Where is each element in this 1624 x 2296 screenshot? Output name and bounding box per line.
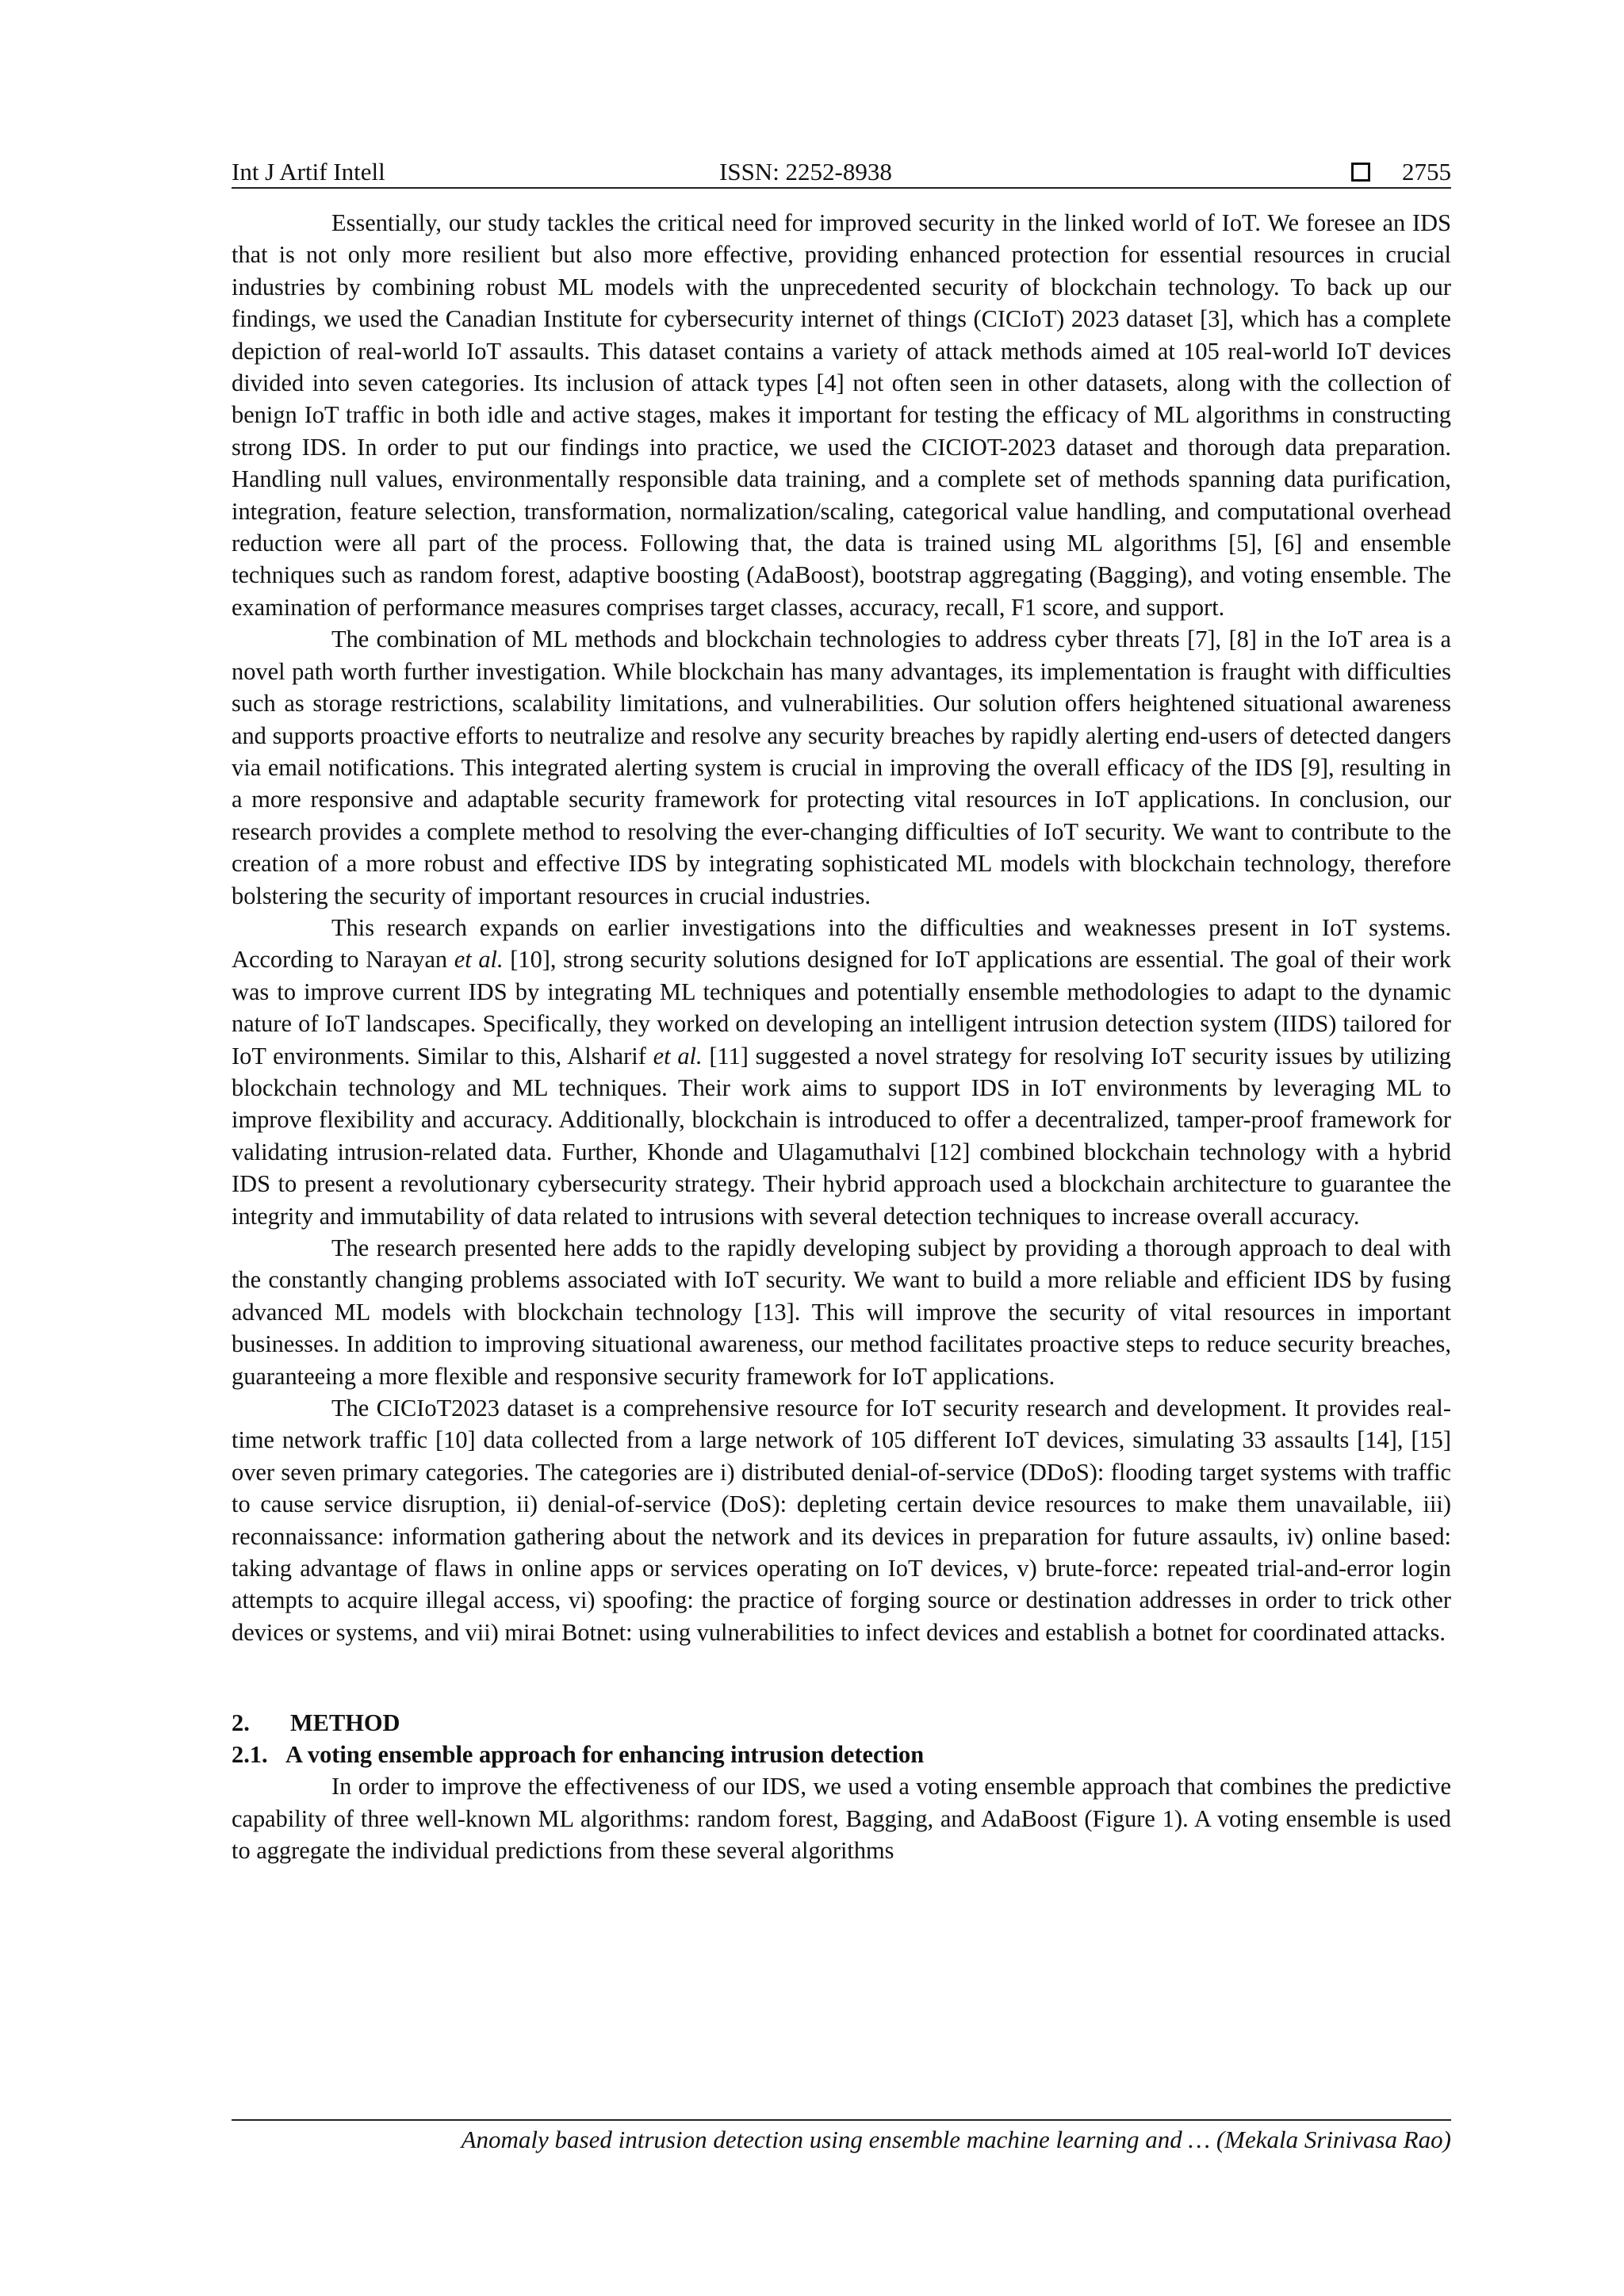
subsection-heading bbox=[232, 1739, 1451, 1770]
running-footer bbox=[232, 2119, 1451, 2154]
et-al-italic: et al. bbox=[653, 1042, 703, 1070]
paragraph-3-part-c: [10], strong security solutions designed for IoT applications are essential. The goal of their work was to improve current IDS by integrating ML techniques and potentially ensemble methodologies to adapt to the dynamic nature of IoT landscapes. Specifically, they worked on developing an intelligent intrusion detection system (IIDS) tailored for IoT environments. Similar to this, Alsharif bbox=[232, 946, 1451, 1070]
paragraph-1: Essentially, our study tackles the critical need for improved security in the linked world of IoT. We foresee an IDS that is not only more resilient but also more effective, providing enhanced protection for essential resources in crucial industries by combining robust ML models with the unprecedented security of blockchain technology. To back up our findings, we used the Canadian Institute for cybersecurity internet of things (CICIoT) 2023 dataset [3], which has a complete depiction of real-world IoT assaults. This dataset contains a variety of attack methods aimed at 105 real-world IoT devices divided into seven categories. Its inclusion of attack types [4] not often seen in other datasets, along with the collection of benign IoT traffic in both idle and active stages, makes it important for testing the efficacy of ML algorithms in constructing strong IDS. In order to put our findings into practice, we used the CICIOT-2023 dataset and thorough data preparation. Handling null values, environmentally responsible data training, and a complete set of methods spanning data purification, integration, feature selection, transformation, normalization/scaling, categorical value handling, and computational overhead reduction were all part of the process. Following that, the data is trained using ML algorithms [5], [6] and ensemble techniques such as random forest, adaptive boosting (AdaBoost), bootstrap aggregating (Bagging), and voting ensemble. The examination of performance measures comprises target classes, accuracy, recall, F1 score, and support. bbox=[232, 209, 1451, 621]
section-title: METHOD bbox=[290, 1709, 400, 1737]
footer-running-title: Anomaly based intrusion detection using ensemble machine learning and … (Mekala Srinivasa Rao) bbox=[461, 2126, 1451, 2153]
running-header bbox=[232, 151, 1451, 189]
paragraph-3 bbox=[232, 912, 1451, 1232]
section-heading bbox=[232, 1707, 1451, 1739]
et-al-italic: et al. bbox=[454, 946, 504, 974]
page-number-group bbox=[1351, 154, 1451, 190]
journal-name: Int J Artif Intell bbox=[232, 158, 385, 186]
paragraph-4: The research presented here adds to the rapidly developing subject by providing a thorough approach to deal with the constantly changing problems associated with IoT security. We want to build a more reliable and efficient IDS by fusing advanced ML models with blockchain technology [13]. This will improve the security of vital resources in important businesses. In addition to improving situational awareness, our method facilitates proactive steps to reduce security breaches, guaranteeing a more flexible and responsive security framework for IoT applications. bbox=[232, 1234, 1451, 1390]
section-number: 2. bbox=[232, 1709, 250, 1737]
paragraph-3-part-e: [11] suggested a novel strategy for resolving IoT security issues by utilizing blockchain technology and ML techniques. Their work aims to support IDS in IoT environments by leveraging ML to improve flexibility and accuracy. Additionally, blockchain is introduced to offer a decentralized, tamper-proof framework for validating intrusion-related data. Further, Khonde and Ulagamuthalvi [12] combined blockchain technology with a hybrid IDS to present a revolutionary cybersecurity strategy. Their hybrid approach used a blockchain architecture to guarantee the integrity and immutability of data related to intrusions with several detection techniques to increase overall accuracy. bbox=[232, 1042, 1451, 1230]
paragraph-2: The combination of ML methods and blockchain technologies to address cyber threats [7], [8] in the IoT area is a novel path worth further investigation. While blockchain has many advantages, its implementation is fraught with difficulties such as storage restrictions, scalability limitations, and vulnerabilities. Our solution offers heightened situational awareness and supports proactive efforts to neutralize and resolve any security breaches by rapidly alerting end-users of detected dangers via email notifications. This integrated alerting system is crucial in improving the overall efficacy of the IDS [9], resulting in a more responsive and adaptable security framework for protecting vital resources in IoT applications. In conclusion, our research provides a complete method to resolving the ever-changing difficulties of IoT security. We want to contribute to the creation of a more robust and effective IDS by integrating sophisticated ML models with blockchain technology, therefore bolstering the security of important resources in crucial industries. bbox=[232, 626, 1451, 909]
body-text bbox=[232, 207, 1451, 1867]
paragraph-3-part-a: This research expands on earlier investigations into the difficulties and weaknesses present in IoT systems. According to Narayan bbox=[232, 913, 1451, 974]
subsection-number: 2.1. bbox=[232, 1741, 268, 1769]
page bbox=[232, 151, 1451, 2153]
subsection-title: A voting ensemble approach for enhancing intrusion detection bbox=[285, 1741, 925, 1769]
paragraph-5: The CICIoT2023 dataset is a comprehensive resource for IoT security research and development. It provides real-time network traffic [10] data collected from a large network of 105 different IoT devices, simulating 33 assaults [14], [15] over seven primary categories. The categories are i) distributed denial-of-service (DDoS): flooding target systems with traffic to cause service disruption, ii) denial-of-service (DoS): depleting certain device resources to make them unavailable, iii) reconnaissance: information gathering about the network and its devices in preparation for future assaults, iv) online based: taking advantage of flaws in online apps or services operating on IoT devices, v) brute-force: repeated trial-and-error login attempts to acquire illegal access, vi) spoofing: the practice of forging source or destination addresses in order to trick other devices or systems, and vii) mirai Botnet: using vulnerabilities to infect devices and establish a botnet for coordinated attacks. bbox=[232, 1395, 1451, 1646]
issn: ISSN: 2252-8938 bbox=[719, 158, 892, 186]
method-paragraph: In order to improve the effectiveness of our IDS, we used a voting ensemble approach that combines the predictive capability of three well-known ML algorithms: random forest, Bagging, and AdaBoost (Figure 1). A voting ensemble is used to aggregate the individual predictions from these several algorithms bbox=[232, 1773, 1451, 1865]
page-number: 2755 bbox=[1402, 158, 1451, 186]
square-box-icon bbox=[1351, 163, 1370, 182]
